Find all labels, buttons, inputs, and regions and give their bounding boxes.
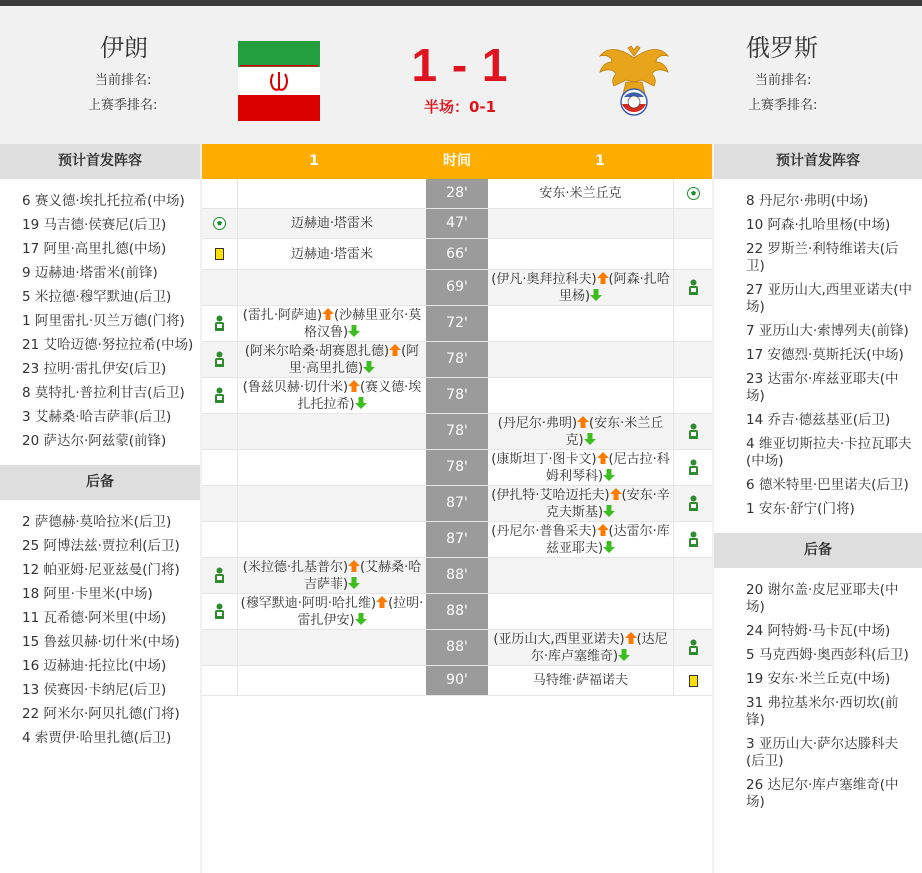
home-rank-last: 上赛季排名: (88, 98, 158, 113)
arrow-icon (603, 505, 615, 517)
sub-out-player[interactable]: (艾赫桑·哈吉萨菲) (303, 559, 422, 592)
away-event-text[interactable] (488, 594, 674, 629)
event-time: 28' (426, 179, 488, 208)
events-table-header (202, 144, 712, 179)
away-player-item[interactable]: 27 亚历山大,西里亚诺夫(中场) (746, 282, 913, 315)
event-row (202, 239, 712, 270)
away-event-icon (674, 306, 712, 341)
away-player-item[interactable]: 31 弗拉基米尔·西切坎(前锋) (746, 695, 899, 728)
match-header (0, 6, 922, 144)
event-row (202, 522, 712, 558)
away-event-icon (674, 666, 712, 695)
away-event-text[interactable] (488, 450, 674, 485)
sub-out-player[interactable]: (达雷尔·库兹亚耶夫) (545, 523, 670, 556)
event-icon (213, 387, 226, 404)
away-player-item[interactable]: 3 亚历山大·萨尔达滕科夫(后卫) (746, 736, 899, 769)
away-player-item[interactable]: 14 乔吉·德兹基亚(后卫) (746, 412, 891, 428)
away-rank-current: 当前排名: (755, 73, 812, 88)
away-bench-title: 后备 (714, 533, 922, 568)
home-event-player[interactable]: 迈赫迪·塔雷米 (290, 216, 374, 231)
event-row (202, 558, 712, 594)
home-event-icon (202, 594, 238, 629)
home-event-icon (202, 630, 238, 665)
sub-out-player[interactable]: (安东·辛克夫斯基) (545, 487, 670, 520)
event-icon (687, 495, 700, 512)
away-lineup-panel (714, 144, 922, 873)
home-event-text[interactable] (238, 450, 426, 485)
home-event-icon (202, 666, 238, 695)
event-time: 78' (426, 342, 488, 377)
event-row (202, 378, 712, 414)
home-event-icon (202, 450, 238, 485)
away-event-text[interactable] (488, 209, 674, 238)
home-lineup-title: 预计首发阵容 (0, 144, 200, 179)
sub-out-player[interactable]: (尼古拉·科姆利琴科) (545, 451, 670, 484)
event-time: 78' (426, 450, 488, 485)
away-team-name[interactable]: 俄罗斯 (746, 34, 818, 62)
event-time: 66' (426, 239, 488, 269)
home-bench-list (0, 500, 200, 758)
event-time: 78' (426, 414, 488, 449)
event-time: 88' (426, 558, 488, 593)
home-player-item[interactable]: 22 阿米尔·阿贝扎德(门将) (22, 706, 180, 722)
event-row (202, 179, 712, 209)
event-row (202, 342, 712, 378)
home-event-icon (202, 414, 238, 449)
events-table-body (202, 179, 712, 696)
event-icon (213, 217, 226, 230)
half-time-score: 半场：0-1 (423, 98, 497, 116)
home-event-icon (202, 342, 238, 377)
arrow-icon (597, 524, 609, 536)
home-player-item[interactable]: 8 莫特扎·普拉利甘吉(后卫) (22, 385, 185, 401)
arrow-icon (597, 272, 609, 284)
home-event-icon (202, 378, 238, 413)
arrow-icon (348, 380, 360, 392)
iran-flag-icon (238, 41, 320, 121)
away-event-player[interactable]: 安东·米兰丘克 (539, 186, 622, 201)
home-player-item[interactable]: 5 米拉德·穆罕默迪(后卫) (22, 289, 172, 305)
arrow-icon (322, 308, 334, 320)
arrow-icon (389, 344, 401, 356)
sub-out-player[interactable]: (赛义德·埃扎托拉希) (297, 379, 422, 412)
away-event-icon (674, 270, 712, 305)
away-bench-list (714, 568, 922, 822)
away-player-item[interactable]: 7 亚历山大·索博列夫(前锋) (746, 323, 909, 339)
event-row (202, 666, 712, 696)
away-event-text[interactable] (488, 306, 674, 341)
event-icon (689, 675, 698, 687)
home-player-item[interactable]: 20 萨达尔·阿兹蒙(前锋) (22, 433, 167, 449)
event-time: 78' (426, 378, 488, 413)
sub-out-player[interactable]: (拉明·雷扎伊安) (297, 595, 424, 628)
home-player-item[interactable]: 19 马吉德·侯赛尼(后卫) (22, 217, 167, 233)
arrow-icon (590, 289, 602, 301)
event-icon (687, 639, 700, 656)
away-event-icon (674, 486, 712, 521)
event-time: 90' (426, 666, 488, 695)
event-icon (213, 351, 226, 368)
event-icon (215, 248, 224, 260)
away-event-text[interactable] (488, 558, 674, 593)
away-player-item[interactable]: 8 丹尼尔·弗明(中场) (746, 193, 869, 209)
away-event-icon (674, 630, 712, 665)
event-time: 88' (426, 594, 488, 629)
home-player-item[interactable]: 9 迈赫迪·塔雷米(前锋) (22, 265, 158, 281)
away-player-item[interactable]: 22 罗斯兰·利特维诺夫(后卫) (746, 241, 899, 274)
home-player-item[interactable]: 11 瓦希德·阿米里(中场) (22, 610, 167, 626)
away-player-item[interactable]: 1 安东·舒宁(门将) (746, 501, 855, 517)
arrow-icon (597, 452, 609, 464)
home-event-icon (202, 558, 238, 593)
away-event-text[interactable] (488, 666, 674, 695)
arrow-icon (577, 416, 589, 428)
event-time: 88' (426, 630, 488, 665)
away-event-text[interactable] (488, 378, 674, 413)
away-rank-last: 上赛季排名: (748, 98, 818, 113)
home-event-text[interactable] (238, 306, 426, 341)
sub-in-player[interactable]: (阿米尔哈桑·胡赛恩扎德) (244, 343, 390, 359)
away-event-player[interactable]: 马特维·萨福诺夫 (532, 673, 629, 688)
away-event-icon (674, 342, 712, 377)
event-icon (687, 279, 700, 296)
away-event-text[interactable] (488, 630, 674, 665)
event-row (202, 450, 712, 486)
sub-in-player[interactable]: (伊凡·奥拜拉科夫) (491, 271, 597, 287)
away-event-icon (674, 522, 712, 557)
event-time: 69' (426, 270, 488, 305)
home-player-item[interactable]: 21 艾哈迈德·努拉拉希(中场) (22, 337, 194, 353)
sub-in-player[interactable]: (鲁兹贝赫·切什米) (242, 379, 349, 395)
away-event-icon (674, 450, 712, 485)
away-event-text[interactable] (488, 179, 674, 208)
home-player-item[interactable]: 2 萨德赫·莫哈拉米(后卫) (22, 514, 172, 530)
away-player-item[interactable]: 23 达雷尔·库兹亚耶夫(中场) (746, 371, 899, 404)
arrow-icon (625, 632, 637, 644)
arrow-icon (603, 469, 615, 481)
home-lineup-panel (0, 144, 200, 873)
home-rank-current: 当前排名: (95, 73, 152, 88)
home-event-text[interactable] (238, 270, 426, 305)
sub-out-player[interactable]: (达尼尔·库卢塞维奇) (530, 631, 668, 664)
away-event-icon (674, 239, 712, 269)
arrow-icon (348, 577, 360, 589)
home-player-item[interactable]: 1 阿里雷扎·贝兰万德(门将) (22, 313, 185, 329)
home-event-icon (202, 179, 238, 208)
home-event-icon (202, 270, 238, 305)
away-player-item[interactable]: 10 阿森·扎哈里杨(中场) (746, 217, 891, 233)
home-event-text[interactable] (238, 522, 426, 557)
sub-in-player[interactable]: (雷扎·阿萨迪) (242, 307, 323, 323)
home-player-item[interactable]: 18 阿里·卡里米(中场) (22, 586, 153, 602)
home-event-icon (202, 209, 238, 238)
home-player-item[interactable]: 15 鲁兹贝赫·切什米(中场) (22, 634, 180, 650)
arrow-icon (584, 433, 596, 445)
away-event-text[interactable] (488, 486, 674, 521)
home-player-item[interactable]: 13 侯赛因·卡纳尼(后卫) (22, 682, 167, 698)
home-player-item[interactable]: 6 赛义德·埃扎托拉希(中场) (22, 193, 185, 209)
event-icon (213, 567, 226, 584)
away-event-icon (674, 558, 712, 593)
sub-out-player[interactable]: (阿里·高里扎德) (288, 343, 420, 376)
home-event-text[interactable] (238, 378, 426, 413)
home-player-item[interactable]: 17 阿里·高里扎德(中场) (22, 241, 167, 257)
event-row (202, 209, 712, 239)
event-icon (687, 187, 700, 200)
away-event-text[interactable] (488, 342, 674, 377)
home-event-text[interactable] (238, 342, 426, 377)
arrow-icon (355, 397, 367, 409)
home-event-text[interactable] (238, 630, 426, 665)
away-player-item[interactable]: 6 德米特里·巴里诺夫(后卫) (746, 477, 909, 493)
home-event-icon (202, 306, 238, 341)
home-score-header: 1 (309, 153, 319, 169)
home-event-icon (202, 522, 238, 557)
away-lineup-list (714, 179, 922, 529)
arrow-icon (355, 613, 367, 625)
arrow-icon (348, 560, 360, 572)
away-event-text[interactable] (488, 414, 674, 449)
home-event-icon (202, 239, 238, 269)
home-bench-title: 后备 (0, 465, 200, 500)
final-score: 1 - 1 (411, 39, 509, 91)
event-icon (687, 423, 700, 440)
home-event-text[interactable] (238, 179, 426, 208)
event-icon (687, 459, 700, 476)
event-icon (213, 315, 226, 332)
away-event-icon (674, 414, 712, 449)
arrow-icon (348, 325, 360, 337)
home-player-item[interactable]: 23 拉明·雷扎伊安(后卫) (22, 361, 167, 377)
home-event-text[interactable] (238, 558, 426, 593)
home-event-text[interactable] (238, 666, 426, 695)
event-icon (213, 603, 226, 620)
event-row (202, 270, 712, 306)
away-player-item[interactable]: 19 安东·米兰丘克(中场) (746, 671, 891, 687)
sub-in-player[interactable]: (丹尼尔·弗明) (497, 415, 578, 431)
event-time: 87' (426, 522, 488, 557)
event-row (202, 306, 712, 342)
away-event-icon (674, 179, 712, 208)
home-player-item[interactable]: 16 迈赫迪·托拉比(中场) (22, 658, 167, 674)
away-player-item[interactable]: 5 马克西姆·奥西彭科(后卫) (746, 647, 909, 663)
away-player-item[interactable]: 24 阿特姆·马卡瓦(中场) (746, 623, 891, 639)
away-player-item[interactable]: 17 安德烈·莫斯托沃(中场) (746, 347, 904, 363)
home-event-text[interactable] (238, 486, 426, 521)
arrow-icon (376, 596, 388, 608)
event-row (202, 414, 712, 450)
away-event-text[interactable] (488, 239, 674, 269)
home-event-text[interactable] (238, 594, 426, 629)
away-event-icon (674, 209, 712, 238)
home-event-text[interactable] (238, 414, 426, 449)
arrow-icon (610, 488, 622, 500)
event-time: 47' (426, 209, 488, 238)
home-player-item[interactable]: 3 艾赫桑·哈吉萨菲(后卫) (22, 409, 172, 425)
away-score-header: 1 (595, 153, 605, 169)
sub-in-player[interactable]: (伊扎特·艾哈迈托夫) (491, 487, 610, 503)
sub-out-player[interactable]: (安东·米兰丘克) (565, 415, 664, 448)
home-lineup-list (0, 179, 200, 461)
home-player-item[interactable]: 25 阿博法兹·贾拉利(后卫) (22, 538, 180, 554)
home-player-item[interactable]: 4 索贾伊·哈里扎德(后卫) (22, 730, 172, 746)
event-row (202, 594, 712, 630)
match-events-table (202, 144, 712, 873)
event-time: 87' (426, 486, 488, 521)
sub-out-player[interactable]: (阿森·扎哈里杨) (558, 271, 670, 304)
home-event-text[interactable] (238, 239, 426, 269)
away-event-icon (674, 378, 712, 413)
event-icon (687, 531, 700, 548)
event-row (202, 630, 712, 666)
arrow-icon (363, 361, 375, 373)
sub-in-player[interactable]: (穆罕默迪·阿明·哈扎维) (240, 595, 377, 611)
away-player-item[interactable]: 20 谢尔盖·皮尼亚耶夫(中场) (746, 582, 899, 615)
arrow-icon (603, 541, 615, 553)
home-team-name[interactable]: 伊朗 (100, 34, 148, 62)
sub-out-player[interactable]: (沙赫里亚尔·莫格汉鲁) (303, 307, 422, 340)
sub-in-player[interactable]: (康斯坦丁·图卡文) (491, 451, 597, 467)
away-event-text[interactable] (488, 270, 674, 305)
event-row (202, 486, 712, 522)
away-player-item[interactable]: 4 维亚切斯拉夫·卡拉瓦耶夫(中场) (746, 436, 912, 469)
russia-emblem-icon (598, 42, 670, 120)
time-header: 时间 (443, 153, 471, 169)
sub-in-player[interactable]: (米拉德·扎基普尔) (242, 559, 349, 575)
away-event-text[interactable] (488, 522, 674, 557)
away-lineup-title: 预计首发阵容 (714, 144, 922, 179)
away-player-item[interactable]: 26 达尼尔·库卢塞维奇(中场) (746, 777, 899, 810)
home-event-icon (202, 486, 238, 521)
away-event-icon (674, 594, 712, 629)
arrow-icon (618, 649, 630, 661)
home-player-item[interactable]: 12 帕亚姆·尼亚兹曼(门将) (22, 562, 180, 578)
home-event-player[interactable]: 迈赫迪·塔雷米 (290, 246, 374, 262)
event-time: 72' (426, 306, 488, 341)
sub-in-player[interactable]: (丹尼尔·普鲁采夫) (491, 523, 597, 539)
sub-in-player[interactable]: (亚历山大,西里亚诺夫) (493, 631, 625, 647)
home-event-text[interactable] (238, 209, 426, 238)
